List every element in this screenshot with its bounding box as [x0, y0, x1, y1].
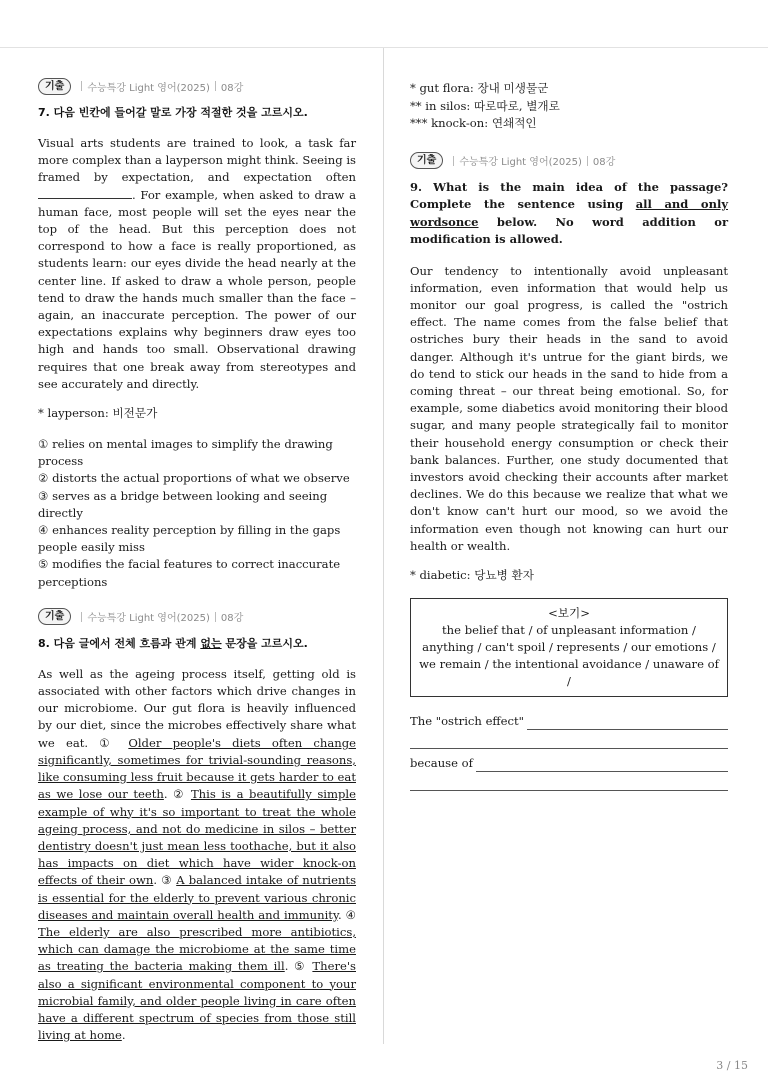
q7-lesson: 08강 — [220, 82, 244, 94]
q9-box-title: <보기> — [548, 605, 590, 620]
q9-box-words: the belief that / of unpleasant information / anything / can't spoil / represents / our emotions / we remain / the intentional avoidance / unaware of / — [419, 622, 719, 688]
q8-sentence-1[interactable]: Older people's diets often change significantly, sometimes for trivial-sounding reasons, like consuming less fruit because it gets harder to eat as we lose our teeth — [38, 735, 356, 802]
q7-options — [38, 436, 356, 591]
q7-badge: 기출 — [38, 78, 71, 95]
q8-badge: 기출 — [38, 608, 71, 625]
footnote-in-silos: ** in silos: 따로따로, 별개로 — [410, 98, 560, 113]
q8-footnotes — [410, 80, 728, 133]
q7-title: 7. 다음 빈칸에 들어갈 말로 가장 적절한 것을 고르시오. — [38, 106, 308, 119]
q9-answer-blank-3[interactable] — [476, 757, 728, 772]
q7-passage: Visual arts students are trained to look, a task far more complex than a layperson might think. Seeing is framed by expectation, and expectation often . For example, when asked to draw a human face, most people will set the eyes near the top of the head. But this perception does not correspond to how a face is really proportioned, as students learn: our eyes divide the head nearly at the center line. If asked to draw a whole person, people tend to draw the hands much smaller than the face – again, an inaccurate perception. The power of our expectations explains why beginners draw eyes too high and hands too small. Observational drawing requires that one break away from stereotypes and see accurately and directly. — [38, 136, 356, 391]
column-divider — [383, 48, 384, 1044]
page-number: 3 / 15 — [716, 1059, 748, 1072]
footnote-gut-flora: * gut flora: 장내 미생물군 — [410, 81, 549, 95]
q7-option-2[interactable]: ② distorts the actual proportions of what we observe — [38, 471, 350, 486]
q7-note: * layperson: 비전문가 — [38, 406, 158, 421]
q7-blank — [38, 187, 132, 199]
q8-sentence-3[interactable]: A balanced intake of nutrients is essential for the elderly to prevent various chronic diseases and maintain overall health and immunity — [38, 873, 357, 922]
q9-source: 수능특강 Light 영어(2025) — [459, 157, 582, 168]
q9-word-box — [410, 598, 728, 697]
q9-answer-label-2: because of — [410, 755, 473, 770]
q9-answer-label-1: The "ostrich effect" — [410, 713, 525, 728]
left-column — [38, 76, 356, 1044]
q7-option-4[interactable]: ④ enhances reality perception by filling in the gaps people easily miss — [38, 523, 341, 555]
q8-passage: As well as the ageing process itself, getting old is associated with other factors which drive changes in our microbiome. Our gut flora is heavily influenced by our diet, since the microbes effectively share what we eat. ① Older people's diets often change significantly, sometimes for trivial-sounding reasons, like consuming less fruit because it gets harder to eat as we lose our teeth. ② This is a beautifully simple example of why it's so important to treat the whole ageing process, and not do medicine in silos – better dentistry doesn't just mean less toothache, but it also has impacts on diet which have wider knock-on effects of their own. ③ A balanced intake of nutrients is essential for the elderly to prevent various chronic diseases and maintain overall health and immunity. ④ The elderly are also prescribed more antibiotics, which can damage the microbiome at the same time as treating the bacteria making them ill. ⑤ There's also a significant environmental component to your microbial family, and older people living in care often have a different spectrum of species from those still living at home. — [38, 666, 357, 1043]
q9-lesson: 08강 — [592, 157, 616, 168]
header-rule — [0, 47, 768, 48]
q8-source: 수능특강 Light 영어(2025) — [87, 613, 210, 625]
q7-option-5[interactable]: ⑤ modifies the facial features to correct inaccurate perceptions — [38, 557, 341, 589]
q8-lesson: 08강 — [220, 613, 244, 625]
q7-option-1[interactable]: ① relies on mental images to simplify the drawing process — [38, 437, 333, 469]
q8-source-line — [38, 607, 356, 627]
question-8 — [38, 607, 356, 1044]
q8-sentence-2[interactable]: This is a beautifully simple example of why it's so important to treat the whole ageing process, and not do medicine in silos – better dentistry doesn't just mean less toothache, but it also has impacts on diet which have wider knock-on effects of their own — [38, 787, 356, 888]
right-column — [410, 80, 728, 791]
q8-title: 8. 다음 글에서 전체 흐름과 관계 없는 문장을 고르시오. — [38, 636, 308, 650]
q9-title: 9. What is the main idea of the passage? Complete the sentence using all and only wordsonce below. No word addition or modification is allowed. — [410, 179, 728, 246]
q9-badge: 기출 — [410, 152, 443, 169]
q9-source-line — [410, 151, 728, 171]
q8-sentence-4[interactable]: The elderly are also prescribed more antibiotics, which can damage the microbiome at the same time as treating the bacteria making them ill — [38, 924, 356, 974]
q9-answer-blank-4[interactable] — [410, 772, 728, 791]
q9-answer-blank-1[interactable] — [527, 715, 728, 730]
question-7 — [38, 76, 356, 591]
q8-sentence-5[interactable]: There's also a significant environmental component to your microbial family, and older people living in care often have a different spectrum of species from those still living at home — [38, 959, 356, 1043]
question-9 — [410, 151, 728, 791]
q9-passage: Our tendency to intentionally avoid unpleasant information, even information that would help us monitor our goal progress, is called the "ostrich effect. The name comes from the false belief that ostriches bury their heads in the sand to avoid danger. Although it's untrue for the giant birds, we do tend to stick our heads in the sand to hide from a coming threat – our threat being emotional. So, for example, some diabetics avoid monitoring their blood sugar, and many people strategically fail to monitor their household energy consumption or check their bank balances. Further, one study documented that investors avoid checking their accounts after market declines. We do this because we realize that what we don't know can't hurt our mood, so we avoid the information even though not knowing can hurt our health or wealth. — [410, 263, 728, 553]
q9-answer-area — [410, 713, 728, 791]
q7-option-3[interactable]: ③ serves as a bridge between looking and seeing directly — [38, 488, 328, 520]
q9-answer-blank-2[interactable] — [410, 730, 728, 749]
q7-source: 수능특강 Light 영어(2025) — [87, 82, 210, 94]
footnote-knock-on: *** knock-on: 연쇄적인 — [410, 116, 537, 130]
q9-note: * diabetic: 당뇨병 환자 — [410, 567, 534, 582]
q7-source-line — [38, 76, 356, 96]
